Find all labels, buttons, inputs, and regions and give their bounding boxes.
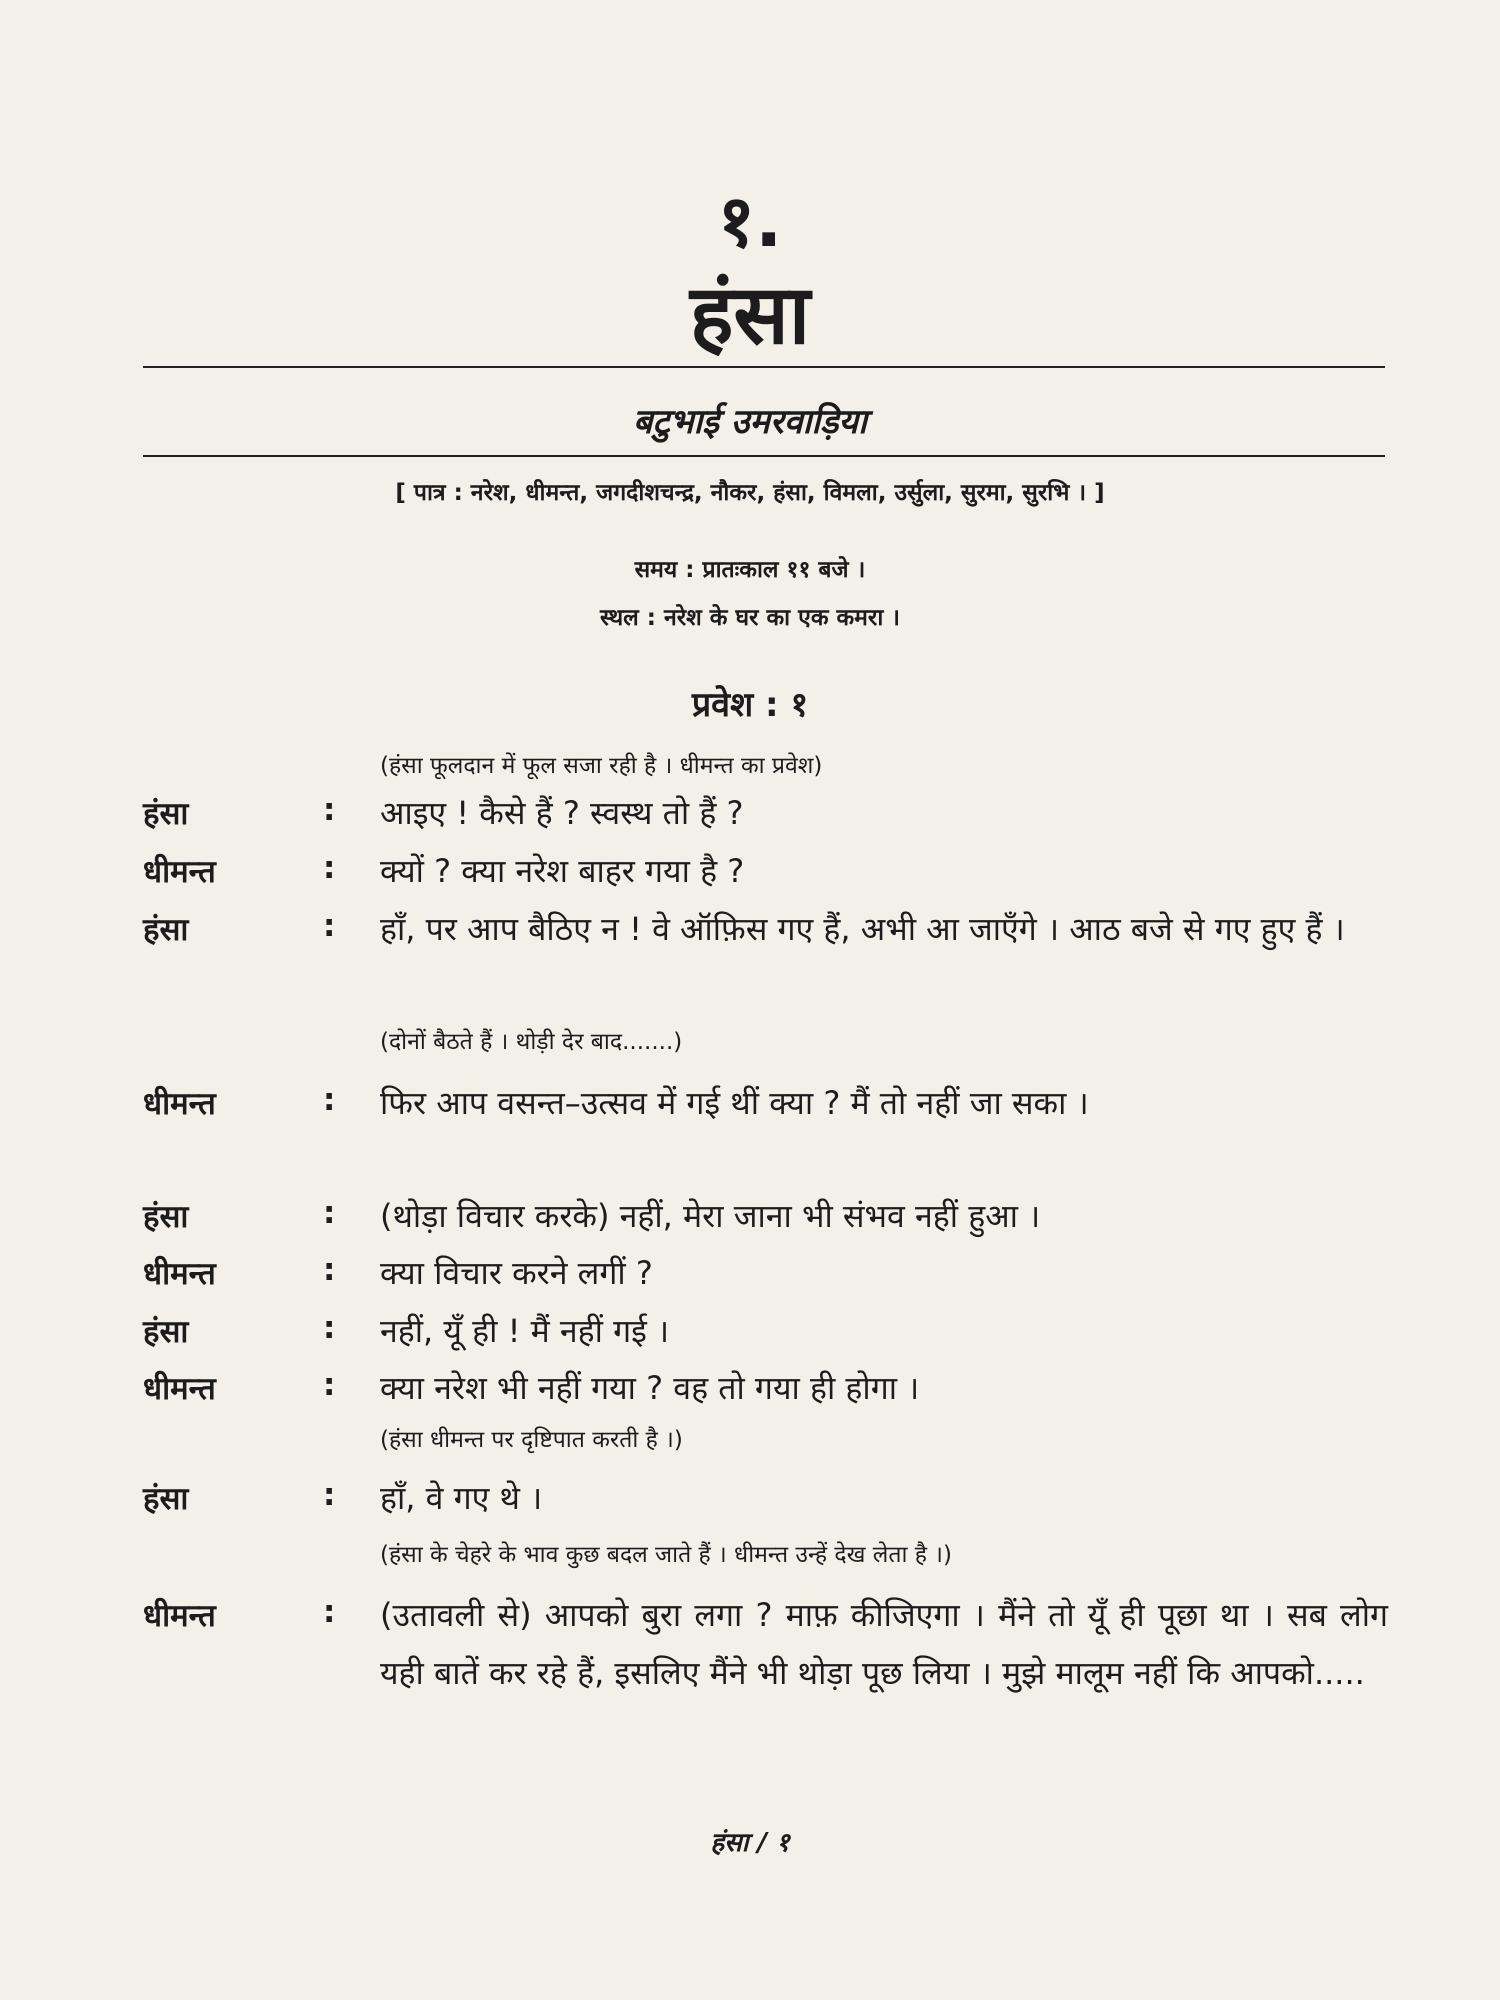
chapter-number: १. xyxy=(717,179,783,263)
speaker-colon: : xyxy=(323,1310,336,1346)
divider-top xyxy=(143,366,1385,368)
speech-text: (उतावली से) आपको बुरा लगा ? माफ़ कीजिएगा । मैंने तो यूँ ही पूछा था । सब लोग यही बातें कर रहे हैं, इसलिए मैंने भी थोड़ा पूछ लिया । मुझे मालूम नहीं कि आपको..... xyxy=(380,1596,1388,1692)
speaker-colon: : xyxy=(323,1367,336,1403)
speaker-colon: : xyxy=(323,1082,336,1118)
speaker-name: हंसा xyxy=(143,1481,189,1517)
speech-text: फिर आप वसन्त–उत्सव में गई थीं क्या ? मैं तो नहीं जा सका । xyxy=(380,1084,1089,1122)
stage-direction: (हंसा के चेहरे के भाव कुछ बदल जाते हैं । धीमन्त उन्हें देख लेता है ।) xyxy=(380,1542,952,1568)
speech-text: आइए ! कैसे हैं ? स्वस्थ तो हैं ? xyxy=(380,794,744,832)
stage-direction: (दोनों बैठते हैं । थोड़ी देर बाद.......) xyxy=(380,1029,683,1055)
speaker-colon: : xyxy=(323,1195,336,1231)
speaker-name: धीमन्त xyxy=(143,1598,216,1634)
author-name: बटुभाई उमरवाड़िया xyxy=(633,402,867,442)
play-title: हंसा xyxy=(689,268,811,363)
stage-direction: (हंसा धीमन्त पर दृष्टिपात करती है ।) xyxy=(380,1427,683,1453)
speaker-colon: : xyxy=(323,1594,336,1630)
speech-text: क्या नरेश भी नहीं गया ? वह तो गया ही होगा । xyxy=(380,1369,920,1407)
speaker-colon: : xyxy=(323,850,336,886)
speaker-name: धीमन्त xyxy=(143,1086,216,1122)
page-footer: हंसा / १ xyxy=(710,1828,790,1858)
speaker-name: धीमन्त xyxy=(143,854,216,890)
speaker-colon: : xyxy=(323,1252,336,1288)
speech-text: हाँ, पर आप बैठिए न ! वे ऑफ़िस गए हैं, अभी आ जाएँगे । आठ बजे से गए हुए हैं । xyxy=(380,910,1345,948)
speech-text: (थोड़ा विचार करके) नहीं, मेरा जाना भी संभव नहीं हुआ । xyxy=(380,1197,1041,1235)
speaker-colon: : xyxy=(323,908,336,944)
time-line: समय : प्रातःकाल ११ बजे । xyxy=(634,557,866,583)
place-line: स्थल : नरेश के घर का एक कमरा । xyxy=(599,605,900,631)
divider-bottom xyxy=(143,455,1385,457)
speech-text: हाँ, वे गए थे । xyxy=(380,1479,543,1517)
speech-text: नहीं, यूँ ही ! मैं नहीं गई । xyxy=(380,1312,670,1350)
speaker-name: धीमन्त xyxy=(143,1371,216,1407)
speaker-name: धीमन्त xyxy=(143,1256,216,1292)
speaker-colon: : xyxy=(323,792,336,828)
characters-list: [ पात्र : नरेश, धीमन्त, जगदीशचन्द्र, नौकर, हंसा, विमला, उर्सुला, सुरमा, सुरभि । ] xyxy=(395,480,1105,506)
speaker-name: हंसा xyxy=(143,1314,189,1350)
speaker-name: हंसा xyxy=(143,1199,189,1235)
speaker-name: हंसा xyxy=(143,796,189,832)
speech-text: क्या विचार करने लगीं ? xyxy=(380,1254,653,1292)
speech-text: क्यों ? क्या नरेश बाहर गया है ? xyxy=(380,852,745,890)
entry-heading: प्रवेश : १ xyxy=(691,685,809,725)
speaker-colon: : xyxy=(323,1477,336,1513)
speaker-name: हंसा xyxy=(143,912,189,948)
stage-direction: (हंसा फूलदान में फूल सजा रही है । धीमन्त का प्रवेश) xyxy=(380,753,823,779)
